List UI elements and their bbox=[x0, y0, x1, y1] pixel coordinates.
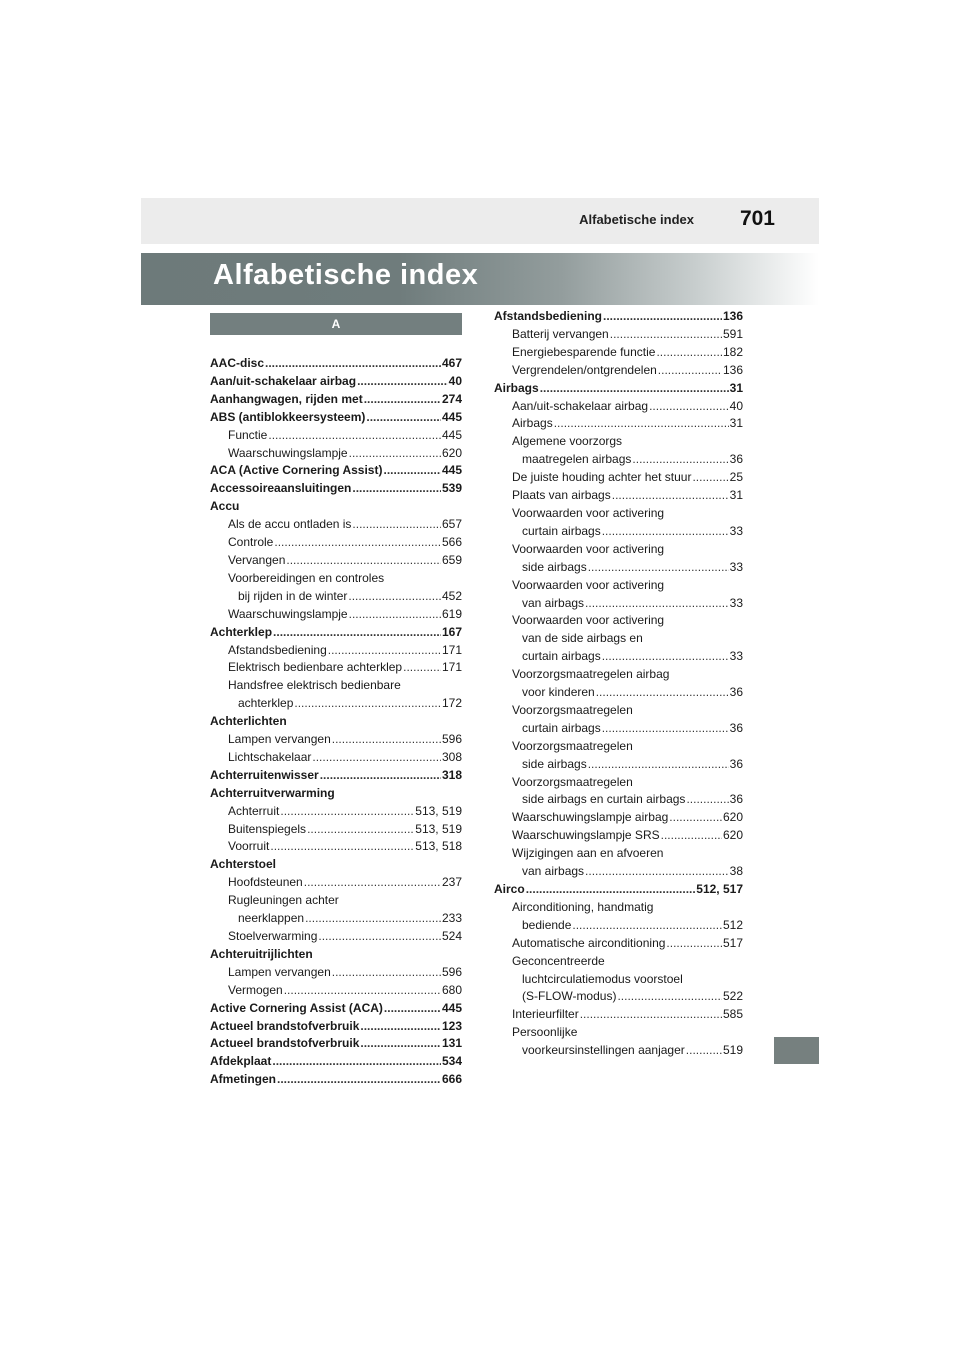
index-entry-term: Controle bbox=[228, 535, 274, 550]
index-entry bbox=[210, 749, 462, 767]
index-entry: Voorzorgsmaatregelen airbag bbox=[512, 667, 670, 682]
dot-leader bbox=[602, 720, 729, 738]
index-entry bbox=[494, 756, 743, 774]
dot-leader bbox=[686, 1042, 722, 1060]
index-entry bbox=[210, 642, 462, 660]
index-entry-page: 445 bbox=[441, 409, 462, 424]
index-entry-term: AAC-disc bbox=[210, 356, 265, 370]
index-entry-term: Achterruit bbox=[228, 803, 280, 818]
index-entry-term: Waarschuwingslampje bbox=[228, 445, 348, 460]
dot-leader bbox=[272, 1053, 441, 1071]
index-entry bbox=[494, 595, 743, 613]
index-entry bbox=[210, 803, 462, 821]
index-entry-term: Plaats van airbags bbox=[512, 488, 611, 503]
dot-leader bbox=[349, 445, 441, 463]
index-entry-term: Energiebesparende functie bbox=[512, 344, 656, 359]
dot-leader bbox=[320, 767, 441, 785]
dot-leader bbox=[686, 791, 728, 809]
index-entry-page: 36 bbox=[729, 756, 743, 771]
index-entry-term: Voorruit bbox=[228, 839, 270, 854]
index-entry-page: 318 bbox=[441, 767, 462, 782]
index-entry bbox=[494, 935, 743, 953]
dot-leader bbox=[328, 642, 441, 660]
index-entry bbox=[210, 409, 462, 427]
dot-leader bbox=[352, 516, 441, 534]
index-entry: Accu bbox=[210, 499, 240, 514]
index-entry-page: 31 bbox=[729, 488, 743, 503]
index-entry bbox=[210, 767, 462, 785]
index-entry-page: 36 bbox=[729, 720, 743, 735]
index-entry: Voorzorgsmaatregelen bbox=[512, 702, 633, 717]
index-entry-page: 308 bbox=[441, 749, 462, 764]
index-entry: Rugleuningen achter bbox=[228, 893, 339, 908]
index-entry bbox=[494, 451, 743, 469]
index-entry-page: 680 bbox=[441, 982, 462, 997]
index-entry-term: Waarschuwingslampje SRS bbox=[512, 828, 660, 843]
index-entry-page: 237 bbox=[441, 875, 462, 890]
index-entry-term: Elektrisch bedienbare achterklep bbox=[228, 660, 403, 675]
index-entry-page: 445 bbox=[441, 463, 462, 478]
index-entry bbox=[210, 1053, 462, 1071]
index-entry bbox=[210, 588, 462, 606]
index-entry bbox=[210, 606, 462, 624]
index-entry bbox=[210, 1035, 462, 1053]
index-entry bbox=[494, 684, 743, 702]
index-entry-page: 512, 517 bbox=[696, 882, 743, 896]
dot-leader bbox=[265, 355, 441, 373]
index-entry-page: 36 bbox=[729, 685, 743, 700]
page-number: 701 bbox=[739, 207, 775, 230]
dot-leader bbox=[384, 1000, 441, 1018]
index-entry-page: 620 bbox=[722, 828, 743, 843]
dot-leader bbox=[352, 480, 441, 498]
index-entry bbox=[210, 982, 462, 1000]
index-entry bbox=[210, 445, 462, 463]
index-entry bbox=[494, 380, 743, 398]
index-entry bbox=[494, 1042, 743, 1060]
index-entry bbox=[210, 1000, 462, 1018]
index-entry: Algemene voorzorgs bbox=[512, 434, 623, 449]
index-entry-page: 171 bbox=[441, 642, 462, 657]
dot-leader bbox=[273, 624, 441, 642]
index-entry-term: Afstandsbediening bbox=[228, 642, 327, 657]
index-entry-term: Interieurfilter bbox=[512, 1007, 579, 1022]
index-entry: Airconditioning, handmatig bbox=[512, 899, 654, 914]
dot-leader bbox=[307, 821, 414, 839]
index-entry bbox=[210, 821, 462, 839]
index-entry: Achterlichten bbox=[210, 714, 287, 729]
index-entry: Voorwaarden voor activering bbox=[512, 613, 665, 628]
index-entry: Voorzorgsmaatregelen bbox=[512, 774, 633, 789]
title-banner bbox=[141, 253, 819, 305]
index-entry bbox=[494, 469, 743, 487]
index-entry: Achteruitrijlichten bbox=[210, 946, 313, 961]
index-entry bbox=[494, 326, 743, 344]
page-title: Alfabetische index bbox=[213, 259, 479, 291]
index-entry-term: Airbags bbox=[494, 380, 539, 395]
letter-heading: A bbox=[210, 313, 462, 335]
index-entry-page: 512 bbox=[722, 917, 743, 932]
index-entry-term: ABS (antiblokkeersysteem) bbox=[210, 409, 366, 424]
index-entry bbox=[494, 827, 743, 845]
dot-leader bbox=[286, 552, 441, 570]
index-entry-page: 167 bbox=[441, 624, 462, 639]
dot-leader bbox=[360, 1035, 441, 1053]
index-entry bbox=[210, 427, 462, 445]
index-entry-term: voorkeursinstellingen aanjager bbox=[522, 1043, 685, 1058]
dot-leader bbox=[403, 659, 441, 677]
index-entry-term: Airbags bbox=[512, 416, 553, 431]
index-entry-term: Achterruitenwisser bbox=[210, 767, 319, 782]
index-entry-page: 25 bbox=[729, 470, 743, 485]
index-entry-page: 31 bbox=[729, 380, 743, 395]
index-entry-page: 172 bbox=[441, 696, 462, 711]
index-entry bbox=[210, 355, 462, 373]
index-entry-page: 136 bbox=[722, 309, 743, 323]
index-entry-page: 534 bbox=[441, 1054, 462, 1069]
dot-leader bbox=[585, 595, 729, 613]
index-entry-page: 522 bbox=[722, 989, 743, 1004]
index-entry-page: 519 bbox=[722, 1043, 743, 1058]
index-entry-term: Afdekplaat bbox=[210, 1054, 272, 1069]
index-entry bbox=[494, 720, 743, 738]
dot-leader bbox=[554, 415, 729, 433]
index-entry bbox=[210, 695, 462, 713]
index-entry-term: Waarschuwingslampje bbox=[228, 606, 348, 621]
dot-leader bbox=[277, 1071, 441, 1089]
dot-leader bbox=[348, 588, 441, 606]
index-entry bbox=[210, 1018, 462, 1036]
index-entry-term: Hoofdsteunen bbox=[228, 875, 303, 890]
dot-leader bbox=[658, 362, 722, 380]
page-header bbox=[141, 198, 819, 244]
index-entry-page: 467 bbox=[441, 356, 462, 370]
index-entry bbox=[210, 659, 462, 677]
dot-leader bbox=[572, 917, 722, 935]
index-entry: Persoonlijke bbox=[512, 1025, 578, 1040]
dot-leader bbox=[612, 487, 729, 505]
index-entry-term: Afmetingen bbox=[210, 1072, 276, 1087]
index-column-right bbox=[494, 308, 743, 1060]
index-entry-page: 33 bbox=[729, 595, 743, 610]
index-entry-term: van airbags bbox=[522, 864, 585, 879]
dot-leader bbox=[332, 964, 441, 982]
index-entry bbox=[494, 648, 743, 666]
index-entry bbox=[210, 964, 462, 982]
dot-leader bbox=[332, 731, 441, 749]
index-entry-page: 233 bbox=[441, 911, 462, 926]
index-entry-term: Accessoireaansluitingen bbox=[210, 481, 352, 496]
index-entry: Wijzigingen aan en afvoeren bbox=[512, 846, 664, 861]
index-entry bbox=[210, 624, 462, 642]
index-entry: Voorwaarden voor activering bbox=[512, 505, 665, 520]
dot-leader bbox=[312, 749, 441, 767]
index-entry bbox=[494, 917, 743, 935]
index-entry-page: 33 bbox=[729, 523, 743, 538]
index-entry-page: 517 bbox=[722, 935, 743, 950]
dot-leader bbox=[649, 398, 729, 416]
index-entry-term: Lichtschakelaar bbox=[228, 749, 312, 764]
index-entry-term: Als de accu ontladen is bbox=[228, 517, 352, 532]
index-entry-page: 620 bbox=[441, 445, 462, 460]
index-entry-term: Aan/uit-schakelaar airbag bbox=[210, 373, 357, 388]
index-entry-term: bediende bbox=[522, 917, 572, 932]
index-entry-term: Vermogen bbox=[228, 982, 283, 997]
dot-leader bbox=[357, 373, 448, 391]
dot-leader bbox=[540, 380, 729, 398]
index-entry-term: Buitenspiegels bbox=[228, 821, 307, 836]
dot-leader bbox=[588, 559, 729, 577]
index-entry-term: Automatische airconditioning bbox=[512, 935, 666, 950]
index-entry: Voorwaarden voor activering bbox=[512, 541, 665, 556]
index-entry-page: 33 bbox=[729, 559, 743, 574]
index-entry bbox=[210, 391, 462, 409]
index-entry-term: achterklep bbox=[238, 696, 294, 711]
index-entry bbox=[494, 523, 743, 541]
index-entry-page: 513, 519 bbox=[415, 821, 462, 836]
dot-leader bbox=[602, 523, 729, 541]
index-entry bbox=[494, 791, 743, 809]
dot-leader bbox=[305, 910, 441, 928]
index-entry-term: Lampen vervangen bbox=[228, 964, 331, 979]
index-entry-page: 452 bbox=[441, 588, 462, 603]
index-entry bbox=[494, 398, 743, 416]
index-entry-term: curtain airbags bbox=[522, 649, 601, 664]
index-entry bbox=[210, 480, 462, 498]
index-entry-page: 123 bbox=[441, 1018, 462, 1033]
index-entry-term: curtain airbags bbox=[522, 523, 601, 538]
dot-leader bbox=[610, 326, 722, 344]
index-entry bbox=[494, 988, 743, 1006]
index-entry: Geconcentreerde bbox=[512, 953, 605, 968]
index-entry-page: 513, 519 bbox=[415, 803, 462, 818]
index-entry bbox=[210, 928, 462, 946]
dot-leader bbox=[360, 1018, 441, 1036]
index-entry-term: neerklappen bbox=[238, 911, 305, 926]
index-entry-page: 131 bbox=[441, 1036, 462, 1051]
index-entry-term: Aanhangwagen, rijden met bbox=[210, 391, 363, 406]
index-entry bbox=[494, 415, 743, 433]
index-entry-page: 31 bbox=[729, 416, 743, 431]
dot-leader bbox=[661, 827, 722, 845]
dot-leader bbox=[603, 308, 722, 326]
index-entry-term: ACA (Active Cornering Assist) bbox=[210, 463, 383, 478]
index-entry-term: side airbags bbox=[522, 756, 587, 771]
index-entry bbox=[494, 809, 743, 827]
index-entry-page: 657 bbox=[441, 517, 462, 532]
index-entry bbox=[210, 910, 462, 928]
index-entry-term: maatregelen airbags bbox=[522, 452, 632, 467]
index-entry-page: 36 bbox=[729, 452, 743, 467]
index-entry-page: 445 bbox=[441, 427, 462, 442]
index-entry bbox=[210, 1071, 462, 1089]
index-entry-page: 619 bbox=[441, 606, 462, 621]
dot-leader bbox=[284, 982, 441, 1000]
dot-leader bbox=[656, 344, 722, 362]
index-entry bbox=[494, 881, 743, 899]
dot-leader bbox=[669, 809, 722, 827]
index-entry-page: 585 bbox=[722, 1007, 743, 1022]
index-entry-page: 524 bbox=[441, 929, 462, 943]
dot-leader bbox=[280, 803, 414, 821]
dot-leader bbox=[294, 695, 441, 713]
dot-leader bbox=[364, 391, 441, 409]
dot-leader bbox=[632, 451, 728, 469]
dot-leader bbox=[666, 935, 722, 953]
index-entry-page: 566 bbox=[441, 535, 462, 550]
index-entry bbox=[494, 1006, 743, 1024]
dot-leader bbox=[580, 1006, 722, 1024]
index-column-left bbox=[210, 313, 462, 1089]
index-entry-page: 445 bbox=[441, 1000, 462, 1015]
index-entry-term: Vergrendelen/ontgrendelen bbox=[512, 362, 657, 377]
index-entry bbox=[210, 534, 462, 552]
index-entry: Voorzorgsmaatregelen bbox=[512, 738, 633, 753]
index-entry-page: 40 bbox=[448, 373, 462, 388]
dot-leader bbox=[366, 409, 441, 427]
dot-leader bbox=[526, 881, 696, 899]
index-entry bbox=[210, 838, 462, 856]
index-entry: Achterstoel bbox=[210, 857, 277, 872]
index-entry-term: curtain airbags bbox=[522, 720, 601, 735]
index-entry bbox=[210, 373, 462, 391]
index-entry-term: Airco bbox=[494, 882, 525, 896]
index-entry-term: Active Cornering Assist (ACA) bbox=[210, 1000, 383, 1015]
index-entry-term: van airbags bbox=[522, 595, 585, 610]
index-entry-term: Batterij vervangen bbox=[512, 326, 609, 341]
index-entry-term: bij rijden in de winter bbox=[238, 588, 348, 603]
index-entry-term: voor kinderen bbox=[522, 685, 595, 700]
dot-leader bbox=[349, 606, 441, 624]
index-entry-page: 40 bbox=[729, 398, 743, 413]
index-entry-page: 596 bbox=[441, 732, 462, 747]
index-entry-page: 38 bbox=[729, 864, 743, 879]
index-entry bbox=[494, 344, 743, 362]
index-entry-page: 274 bbox=[441, 391, 462, 406]
index-entry-term: Actueel brandstofverbruik bbox=[210, 1036, 360, 1051]
index-entry: Achterruitverwarming bbox=[210, 785, 335, 800]
index-entry-term: side airbags en curtain airbags bbox=[522, 792, 686, 807]
index-entry-page: 666 bbox=[441, 1072, 462, 1087]
index-entry-term: Functie bbox=[228, 427, 268, 442]
index-entry-term: Vervangen bbox=[228, 552, 286, 567]
index-entry-page: 513, 518 bbox=[415, 839, 462, 854]
dot-leader bbox=[274, 534, 441, 552]
index-entry: Voorwaarden voor activering bbox=[512, 577, 665, 592]
index-entry-term: Aan/uit-schakelaar airbag bbox=[512, 398, 649, 413]
dot-leader bbox=[270, 838, 414, 856]
index-entry: van de side airbags en bbox=[522, 631, 643, 646]
index-entry: Voorbereidingen en controles bbox=[228, 570, 385, 585]
index-entry-page: 659 bbox=[441, 552, 462, 567]
index-entry-term: De juiste houding achter het stuur bbox=[512, 470, 692, 485]
index-entry bbox=[494, 308, 743, 326]
dot-leader bbox=[268, 427, 441, 445]
dot-leader bbox=[596, 684, 729, 702]
index-entry: Handsfree elektrisch bedienbare bbox=[228, 678, 401, 693]
dot-leader bbox=[602, 648, 729, 666]
index-entry bbox=[210, 552, 462, 570]
index-entry-page: 182 bbox=[722, 344, 743, 359]
index-entry bbox=[210, 731, 462, 749]
header-section-title: Alfabetische index bbox=[579, 212, 694, 227]
index-entry bbox=[494, 559, 743, 577]
index-entry-term: Waarschuwingslampje airbag bbox=[512, 810, 669, 825]
index-entry bbox=[210, 462, 462, 480]
index-entry-term: Actueel brandstofverbruik bbox=[210, 1018, 360, 1033]
index-entry-page: 171 bbox=[441, 660, 462, 675]
index-entry-term: side airbags bbox=[522, 559, 587, 574]
index-entry bbox=[494, 487, 743, 505]
index-entry bbox=[210, 874, 462, 892]
index-entry bbox=[210, 516, 462, 534]
dot-leader bbox=[383, 462, 440, 480]
index-entry: luchtcirculatiemodus voorstoel bbox=[522, 971, 683, 986]
index-entry-page: 33 bbox=[729, 649, 743, 664]
index-entry-page: 136 bbox=[722, 362, 743, 377]
dot-leader bbox=[617, 988, 722, 1006]
index-entry-page: 36 bbox=[729, 792, 743, 807]
thumb-index-tab bbox=[774, 1037, 819, 1064]
index-entry bbox=[494, 362, 743, 380]
index-entry-page: 620 bbox=[722, 810, 743, 825]
index-entry-page: 596 bbox=[441, 964, 462, 979]
index-entry-term: Stoelverwarming bbox=[228, 929, 318, 943]
dot-leader bbox=[585, 863, 729, 881]
dot-leader bbox=[692, 469, 728, 487]
dot-leader bbox=[588, 756, 729, 774]
index-entry-page: 591 bbox=[722, 326, 743, 341]
index-entry-term: Achterklep bbox=[210, 624, 273, 639]
dot-leader bbox=[318, 928, 441, 946]
index-entry-page: 539 bbox=[441, 481, 462, 496]
index-entry-term: Afstandsbediening bbox=[494, 309, 603, 323]
index-entry bbox=[494, 863, 743, 881]
index-entry-term: (S-FLOW-modus) bbox=[522, 989, 617, 1004]
dot-leader bbox=[304, 874, 441, 892]
index-entry-term: Lampen vervangen bbox=[228, 732, 331, 747]
